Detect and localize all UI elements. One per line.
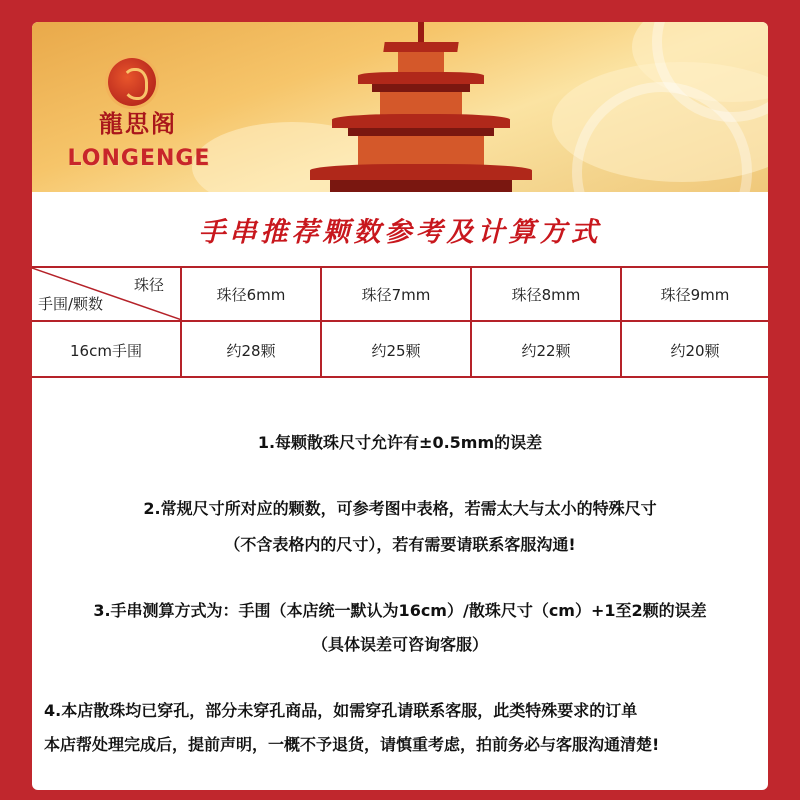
brand-name-cn: 龍思阁: [99, 109, 177, 138]
pagoda-illustration: [302, 22, 542, 192]
table-cell: 约22颗: [472, 322, 622, 378]
note-4-line-1: 4.本店散珠均已穿孔，部分未穿孔商品，如需穿孔请联系客服，此类特殊要求的订单: [44, 701, 638, 720]
note-3-line-2: （具体误差可咨询客服）: [311, 635, 488, 654]
notes-section: [32, 378, 768, 790]
note-2-line-1: 2.常规尺寸所对应的颗数，可参考图中表格，若需太大与太小的特殊尺寸: [143, 499, 657, 518]
table-cell: 约28颗: [182, 322, 322, 378]
row-label: 16cm手围: [32, 322, 182, 378]
column-header: 珠径7mm: [322, 268, 472, 320]
bead-count-table: [32, 266, 768, 378]
corner-label-bead-size: 珠径: [133, 276, 164, 294]
column-header: 珠径8mm: [472, 268, 622, 320]
table-header-row: [32, 268, 768, 322]
table-cell: 约20颗: [670, 341, 720, 360]
note-3-line-1: 3.手串测算方式为：手围（本店统一默认为16cm）/散珠尺寸（cm）+1至2颗的误差: [93, 601, 707, 620]
note-1: 1.每颗散珠尺寸允许有±0.5mm的误差: [257, 433, 543, 452]
corner-label-wrist-count: 手围/颗数: [38, 295, 104, 313]
info-card: [32, 22, 768, 790]
column-header: 珠径6mm: [182, 268, 322, 320]
table-corner-cell: [32, 268, 182, 320]
page-title: 手串推荐颗数参考及计算方式: [198, 216, 602, 248]
dragon-logo-icon: [108, 58, 156, 106]
table-row: [32, 322, 768, 378]
note-4-line-2: 本店帮处理完成后，提前声明，一概不予退货，请慎重考虑，拍前务必与客服沟通清楚!: [44, 735, 660, 754]
banner: [32, 22, 768, 192]
column-header: 珠径9mm: [660, 285, 730, 304]
note-2-line-2: （不含表格内的尺寸），若有需要请联系客服沟通!: [224, 535, 576, 554]
title-row: [32, 192, 768, 266]
brand-name-en: LONGENGE: [67, 146, 211, 171]
table-cell: 约25颗: [322, 322, 472, 378]
